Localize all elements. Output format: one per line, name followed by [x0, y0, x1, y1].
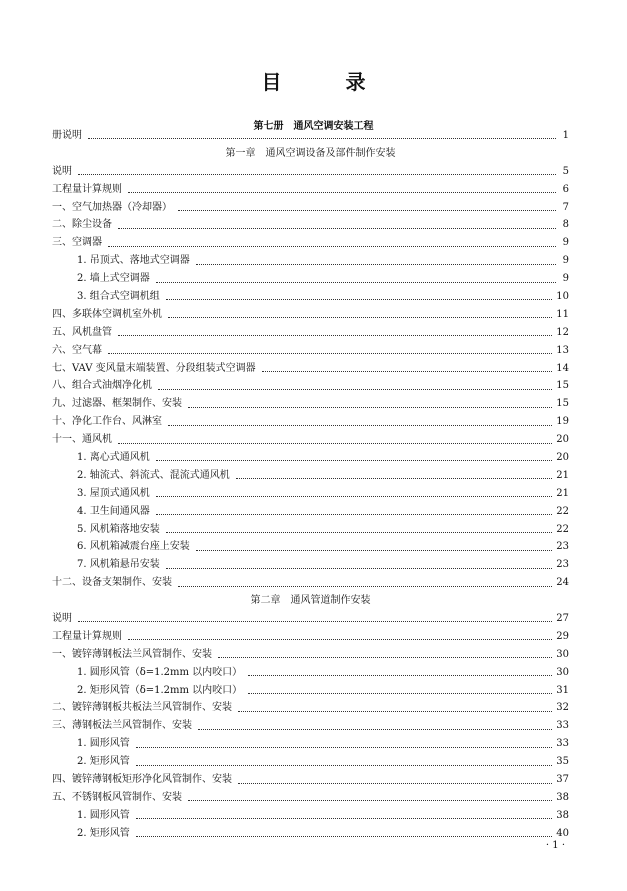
toc-entry-label: 1. 圆形风管 — [77, 809, 130, 821]
toc-entry[interactable] — [52, 682, 569, 700]
toc-entry[interactable] — [52, 610, 569, 628]
toc-entry-label: 五、风机盘管 — [52, 326, 112, 338]
dot-leader — [196, 264, 556, 265]
toc-entry-label: 7. 风机箱悬吊安装 — [77, 559, 160, 571]
toc-entry[interactable] — [52, 467, 569, 485]
toc-entry-label: 3. 组合式空调机组 — [77, 290, 160, 302]
page-title: 目 录 — [261, 70, 388, 94]
toc-entry-page: 35 — [556, 756, 569, 768]
dot-leader — [136, 765, 553, 766]
toc-entry-label: 十二、设备支架制作、安装 — [52, 577, 172, 589]
dot-leader — [178, 586, 552, 587]
toc-entry-page: 13 — [556, 344, 569, 356]
toc-entry-page: 21 — [556, 469, 569, 481]
dot-leader — [262, 371, 553, 372]
toc-entry[interactable] — [52, 735, 569, 753]
toc-entry-label: 四、镀锌薄钢板矩形净化风管制作、安装 — [52, 774, 232, 785]
toc-entry-label: 八、组合式油烟净化机 — [52, 380, 152, 392]
page-number: · 1 · — [545, 840, 565, 851]
dot-leader — [166, 299, 553, 300]
toc-entry-page: 23 — [556, 541, 569, 553]
toc-entry-label: 二、镀锌薄钢板共板法兰风管制作、安装 — [52, 702, 232, 714]
dot-leader — [128, 192, 556, 193]
toc-entry-label: 说明 — [52, 612, 72, 624]
toc-entry-label: 五、不锈钢板风管制作、安装 — [52, 791, 182, 803]
toc-entry-page: 37 — [556, 774, 569, 785]
toc-entry-label: 2. 轴流式、斜流式、混流式通风机 — [77, 469, 230, 481]
toc-entry[interactable] — [52, 342, 569, 360]
toc-entry-page: 21 — [556, 487, 569, 499]
dot-leader — [196, 550, 553, 551]
toc-entry-page: 9 — [562, 273, 569, 285]
toc-entry-page: 38 — [556, 791, 569, 803]
dot-leader — [236, 478, 553, 479]
toc-entry[interactable] — [52, 574, 569, 592]
toc-entry[interactable] — [52, 199, 569, 217]
toc-entry[interactable] — [52, 306, 569, 324]
toc-entry-page: 40 — [556, 827, 569, 839]
dot-leader — [156, 282, 556, 283]
toc-entry[interactable] — [52, 825, 569, 843]
toc-entry[interactable] — [52, 163, 569, 181]
dot-leader — [178, 210, 556, 211]
toc-entry-page: 31 — [556, 684, 569, 696]
toc-entry-label: 一、空气加热器（冷却器） — [52, 201, 172, 213]
dot-leader — [198, 729, 552, 730]
toc-entry[interactable] — [52, 216, 569, 234]
toc-entry-page: 9 — [562, 255, 569, 267]
toc-entry-label: 册说明 — [52, 129, 82, 141]
dot-leader — [108, 353, 552, 354]
toc-entry-page: 30 — [556, 648, 569, 660]
toc-entry-page: 38 — [556, 809, 569, 821]
toc-entry[interactable] — [52, 395, 569, 413]
toc-entry[interactable] — [52, 628, 569, 646]
dot-leader — [166, 568, 553, 569]
toc-entry-label: 2. 矩形风管 — [77, 827, 130, 839]
toc-entry-label: 1. 圆形风管（δ=1.2mm 以内咬口） — [77, 666, 243, 678]
toc-entry-page: 15 — [556, 380, 569, 392]
dot-leader — [118, 228, 556, 229]
dot-leader — [188, 800, 552, 801]
toc-entry-label: 2. 矩形风管 — [77, 756, 130, 768]
toc-entry-page: 5 — [562, 165, 569, 177]
toc-entry-page: 7 — [562, 201, 569, 213]
toc-entry[interactable] — [52, 252, 569, 270]
toc-entry-label: 1. 吊顶式、落地式空调器 — [77, 255, 190, 267]
toc-entry-label: 第一章 通风空调设备及部件制作安装 — [225, 147, 396, 159]
dot-leader — [248, 693, 552, 694]
toc-entry[interactable] — [52, 377, 569, 395]
toc-entry-label: 6. 风机箱减震台座上安装 — [77, 541, 190, 553]
toc-entry[interactable] — [52, 789, 569, 807]
toc-entry[interactable] — [52, 431, 569, 449]
dot-leader — [108, 246, 556, 247]
toc-entry-page: 6 — [562, 183, 569, 195]
toc-entry-label: 十、净化工作台、风淋室 — [52, 416, 162, 428]
toc-entry[interactable] — [52, 807, 569, 825]
toc-entry-label: 九、过滤器、框架制作、安装 — [52, 398, 182, 410]
toc-entry-label: 3. 屋顶式通风机 — [77, 487, 150, 499]
toc-entry[interactable] — [52, 700, 569, 718]
dot-leader — [78, 621, 552, 622]
chapter-heading — [52, 145, 569, 163]
toc-entry[interactable] — [52, 413, 569, 431]
toc-entry-page: 33 — [556, 738, 569, 750]
toc-entry-page: 8 — [562, 219, 569, 231]
toc-entry[interactable] — [52, 646, 569, 664]
toc-entry-page: 23 — [556, 559, 569, 571]
toc-entry-page: 22 — [556, 523, 569, 535]
toc-entry[interactable] — [52, 360, 569, 378]
toc-entry-page: 9 — [562, 237, 569, 249]
toc-entry[interactable] — [52, 521, 569, 539]
toc-entry-page: 24 — [556, 577, 569, 589]
toc-entry[interactable] — [52, 270, 569, 288]
toc-entry-label: 三、空调器 — [52, 237, 102, 249]
toc-entry-label: 二、除尘设备 — [52, 219, 112, 231]
dot-leader — [156, 496, 553, 497]
toc-entry-page: 10 — [556, 290, 569, 302]
dot-leader — [158, 389, 552, 390]
dot-leader — [88, 138, 556, 139]
dot-leader — [188, 407, 552, 408]
dot-leader — [156, 460, 553, 461]
dot-leader — [136, 747, 553, 748]
toc-entry-page: 12 — [556, 326, 569, 338]
dot-leader — [166, 532, 553, 533]
toc-entry-label: 5. 风机箱落地安装 — [77, 523, 160, 535]
toc-entry[interactable] — [52, 324, 569, 342]
toc-entry-label: 三、薄钢板法兰风管制作、安装 — [52, 720, 192, 732]
dot-leader — [168, 317, 552, 318]
toc-entry-label: 工程量计算规则 — [52, 630, 122, 642]
dot-leader — [118, 443, 552, 444]
dot-leader — [78, 174, 556, 175]
toc-entry-label: 一、镀锌薄钢板法兰风管制作、安装 — [52, 648, 212, 660]
chapter-heading — [52, 592, 569, 610]
toc-entry-page: 33 — [556, 720, 569, 732]
toc-entry[interactable] — [52, 288, 569, 306]
toc-entry-label: 说明 — [52, 165, 72, 177]
dot-leader — [168, 425, 552, 426]
toc-entry-label: 2. 矩形风管（δ=1.2mm 以内咬口） — [77, 684, 243, 696]
toc-entry[interactable] — [52, 556, 569, 574]
dot-leader — [136, 836, 553, 837]
toc-entry-page: 32 — [556, 702, 569, 714]
toc-entry-page: 30 — [556, 666, 569, 678]
dot-leader — [238, 711, 552, 712]
toc-entry-label: 第二章 通风管道制作安装 — [250, 595, 371, 607]
toc-entry-label: 六、空气幕 — [52, 344, 102, 356]
toc-entry-label: 十一、通风机 — [52, 434, 112, 446]
toc-entry-page: 14 — [556, 362, 569, 374]
toc-entry-page: 27 — [556, 612, 569, 624]
toc-entry[interactable] — [52, 503, 569, 521]
toc-entry[interactable] — [52, 449, 569, 467]
toc-entry-page: 1 — [562, 129, 569, 141]
volume-heading: 第七册 通风空调安装工程 — [253, 121, 374, 132]
toc-entry-page: 20 — [556, 451, 569, 463]
toc-entry-label: 4. 卫生间通风器 — [77, 505, 150, 517]
dot-leader — [118, 335, 552, 336]
toc-entry-label: 2. 墙上式空调器 — [77, 273, 150, 285]
toc-entry-label: 1. 圆形风管 — [77, 738, 130, 750]
toc-entry-page: 20 — [556, 434, 569, 446]
dot-leader — [248, 675, 552, 676]
toc-entry[interactable] — [52, 771, 569, 789]
toc-entry-page: 15 — [556, 398, 569, 410]
dot-leader — [218, 657, 552, 658]
toc-entry-label: 四、多联体空调机室外机 — [52, 308, 162, 320]
dot-leader — [238, 783, 552, 784]
toc-entry[interactable] — [52, 664, 569, 682]
toc-entry[interactable] — [52, 538, 569, 556]
toc-entry[interactable] — [52, 753, 569, 771]
toc-entry-page: 29 — [556, 630, 569, 642]
toc-entry-label: 七、VAV 变风量末端装置、分段组装式空调器 — [52, 362, 256, 374]
dot-leader — [128, 639, 552, 640]
toc-entry-label: 1. 离心式通风机 — [77, 451, 150, 463]
toc-entry-label: 工程量计算规则 — [52, 183, 122, 195]
toc-entry[interactable] — [52, 485, 569, 503]
toc-entry-page: 19 — [556, 416, 569, 428]
dot-leader — [136, 818, 553, 819]
toc-entry[interactable] — [52, 181, 569, 199]
toc-list — [52, 127, 569, 843]
dot-leader — [156, 514, 553, 515]
toc-entry[interactable] — [52, 127, 569, 145]
toc-entry-page: 11 — [556, 308, 569, 320]
toc-entry-page: 22 — [556, 505, 569, 517]
toc-entry[interactable] — [52, 717, 569, 735]
toc-entry[interactable] — [52, 234, 569, 252]
